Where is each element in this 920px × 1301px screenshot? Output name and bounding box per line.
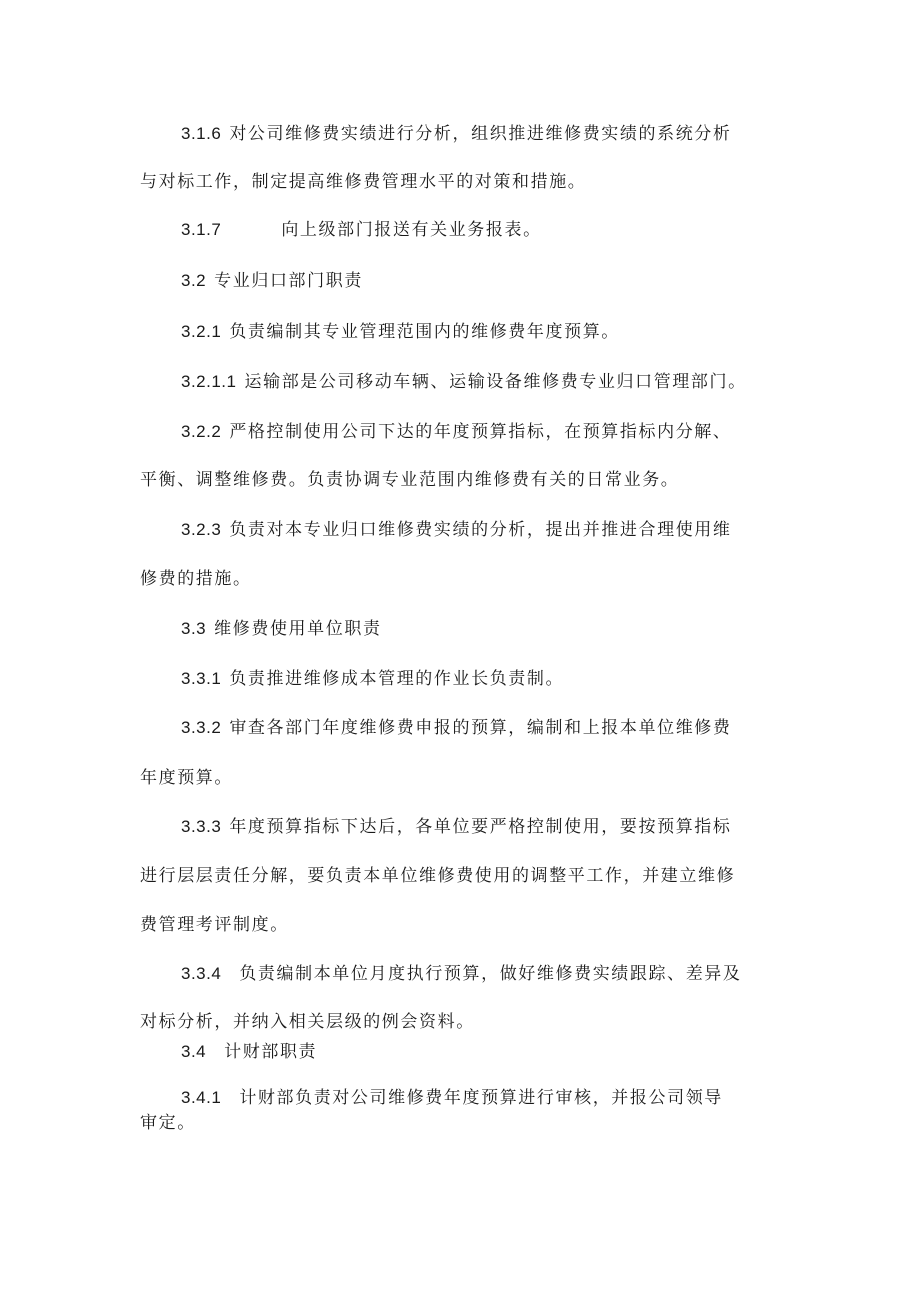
para-continuation: [140, 766, 233, 790]
para-3-1-6: [181, 122, 732, 146]
section-title: 专业归口部门职责: [214, 271, 363, 291]
para-3-2-2: [181, 420, 732, 444]
section-number: 3.1.7: [181, 220, 222, 239]
para-text: 负责编制其专业管理范围内的维修费年度预算。: [229, 322, 620, 342]
section-number: 3.2.3: [181, 520, 222, 539]
para-text: 审查各部门年度维修费申报的预算，编制和上报本单位维修费: [229, 718, 732, 738]
section-title: 维修费使用单位职责: [214, 619, 382, 639]
para-continuation: [140, 1010, 475, 1034]
para-text: 费管理考评制度。: [140, 915, 289, 935]
para-text: 负责编制本单位月度执行预算，做好维修费实绩跟踪、差异及: [239, 964, 742, 984]
section-number: 3.3.4: [181, 964, 222, 983]
para-3-4-1: [181, 1086, 723, 1110]
para-text: 计财部负责对公司维修费年度预算进行审核，并报公司领导: [239, 1088, 723, 1108]
section-heading-3-3: [181, 617, 382, 641]
section-title: 计财部职责: [224, 1042, 318, 1062]
para-text: 进行层层责任分解，要负责本单位维修费使用的调整平工作，并建立维修: [140, 866, 736, 886]
para-3-3-4: [181, 962, 742, 986]
para-3-2-1: [181, 320, 620, 344]
section-number: 3.3.2: [181, 718, 222, 737]
para-3-3-2: [181, 716, 732, 740]
para-text: 平衡、调整维修费。负责协调专业范围内维修费有关的日常业务。: [140, 470, 680, 490]
para-text: 修费的措施。: [140, 569, 252, 589]
section-number: 3.2.1.1: [181, 372, 237, 391]
para-continuation: [140, 567, 252, 591]
para-text: 对标分析，并纳入相关层级的例会资料。: [140, 1012, 475, 1032]
para-continuation: [140, 468, 679, 492]
section-number: 3.3: [181, 619, 207, 638]
para-3-3-1: [181, 667, 564, 691]
para-text: 负责推进维修成本管理的作业长负责制。: [229, 669, 565, 689]
para-text: 与对标工作，制定提高维修费管理水平的对策和措施。: [140, 172, 587, 192]
para-continuation: [140, 913, 289, 937]
para-text: 运输部是公司移动车辆、运输设备维修费专业归口管理部门。: [244, 372, 747, 392]
para-text: 负责对本专业归口维修费实绩的分析，提出并推进合理使用维: [229, 520, 732, 540]
para-continuation: [140, 170, 586, 194]
section-number: 3.1.6: [181, 124, 222, 143]
para-text: 向上级部门报送有关业务报表。: [281, 220, 542, 240]
para-text: 严格控制使用公司下达的年度预算指标，在预算指标内分解、: [229, 422, 732, 442]
para-continuation: [140, 1111, 196, 1135]
para-3-3-3: [181, 815, 732, 839]
section-number: 3.4.1: [181, 1088, 222, 1107]
para-text: 年度预算。: [140, 768, 233, 788]
section-number: 3.4: [181, 1042, 207, 1061]
section-number: 3.3.1: [181, 669, 222, 688]
para-text: 年度预算指标下达后，各单位要严格控制使用，要按预算指标: [229, 817, 732, 837]
section-heading-3-4: [181, 1040, 317, 1064]
para-continuation: [140, 864, 735, 888]
para-text: 对公司维修费实绩进行分析，组织推进维修费实绩的系统分析: [229, 124, 732, 144]
section-number: 3.2.1: [181, 322, 222, 341]
section-number: 3.3.3: [181, 817, 222, 836]
section-number: 3.2: [181, 271, 207, 290]
para-text: 审定。: [140, 1113, 196, 1133]
para-3-2-3: [181, 518, 732, 542]
section-heading-3-2: [181, 269, 363, 293]
para-3-2-1-1: [181, 370, 747, 394]
section-number: 3.2.2: [181, 422, 222, 441]
para-3-1-7: [181, 218, 542, 242]
